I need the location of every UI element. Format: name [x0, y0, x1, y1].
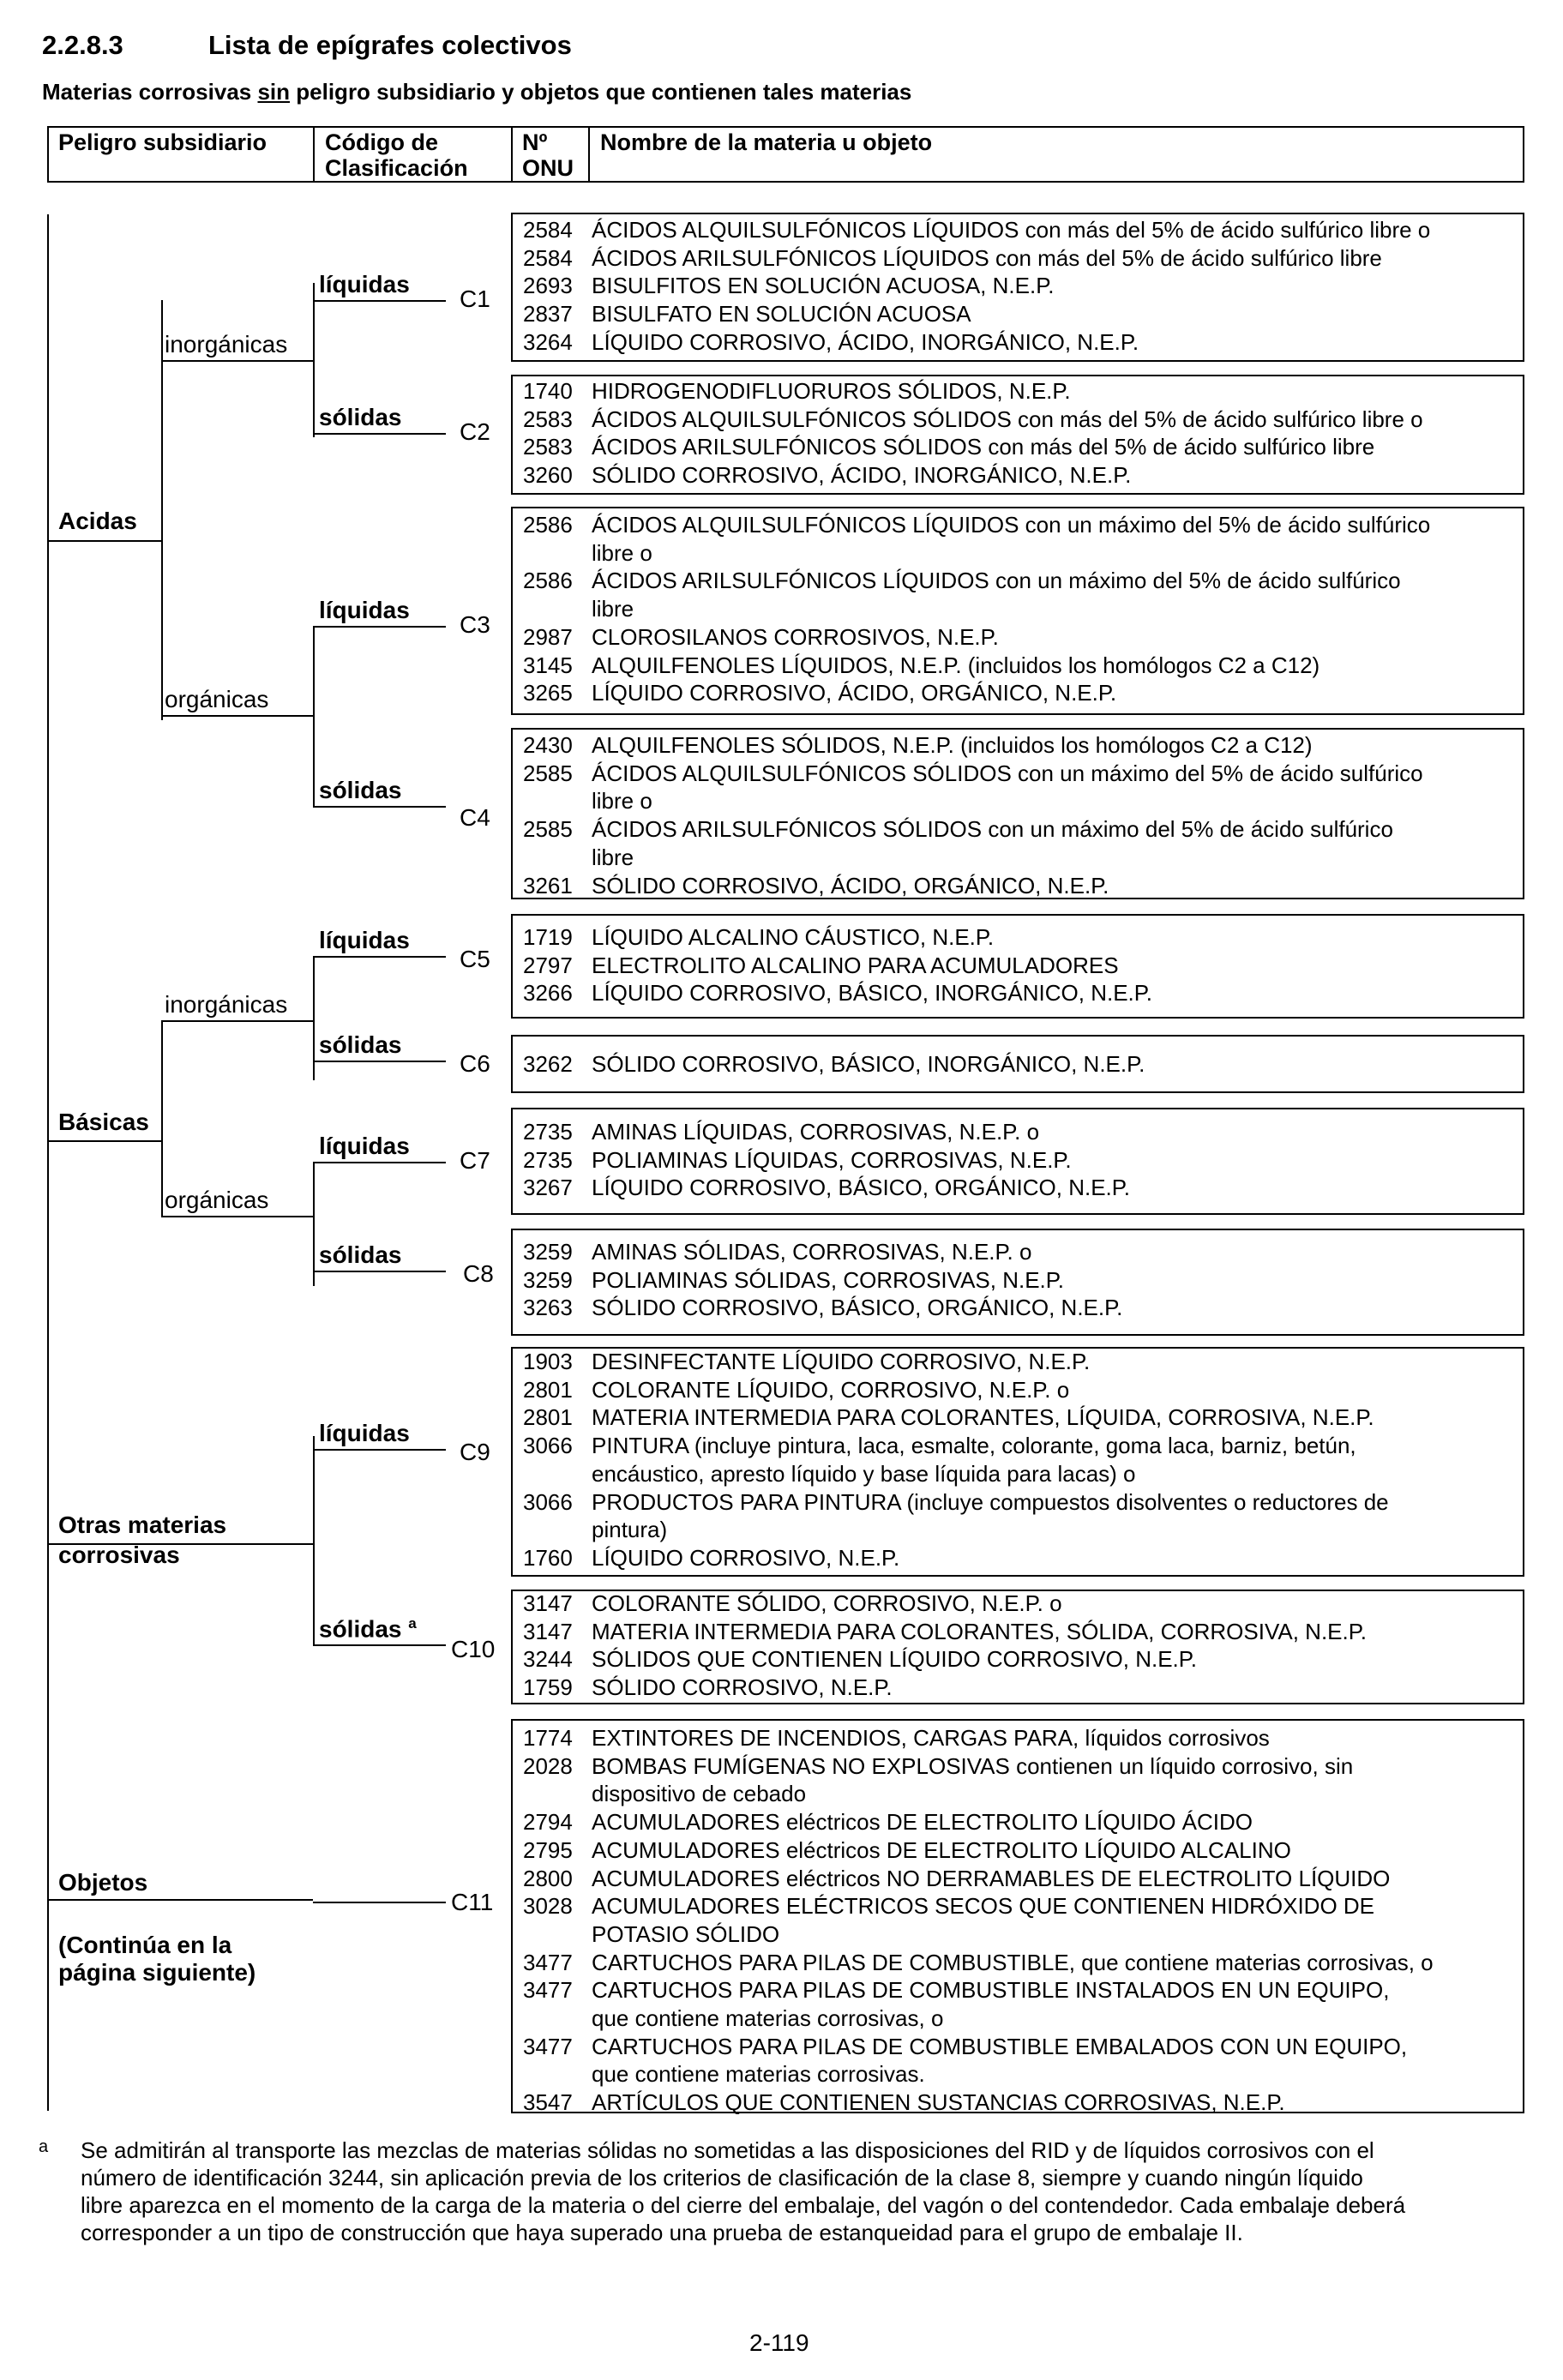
code-c10: C10: [451, 1636, 496, 1662]
un-number: 2837: [523, 301, 573, 328]
section-title: Lista de epígrafes colectivos: [208, 30, 572, 60]
label-basicas-inorganicas: inorgánicas: [165, 991, 288, 1018]
tree-h-basicas-org: [161, 1216, 313, 1217]
entry-name: CARTUCHOS PARA PILAS DE COMBUSTIBLE INSTALADOS EN UN EQUIPO,: [592, 1977, 1390, 2004]
un-number: 1760: [523, 1544, 573, 1571]
un-number: 3262: [523, 1051, 573, 1077]
label-basicas-organicas: orgánicas: [165, 1187, 269, 1213]
entry-name: ACUMULADORES eléctricos DE ELECTROLITO LÍQUIDO ÁCIDO: [592, 1809, 1253, 1836]
label-acidas-inorganicas: inorgánicas: [165, 331, 288, 358]
un-number: 2794: [523, 1809, 573, 1836]
label-c7-liquidas: líquidas: [319, 1133, 410, 1159]
entry-name: ACUMULADORES ELÉCTRICOS SECOS QUE CONTIENEN HIDRÓXIDO DE: [592, 1893, 1375, 1920]
entry-name: POLIAMINAS SÓLIDAS, CORROSIVAS, N.E.P.: [592, 1266, 1064, 1293]
label-c2-solidas: sólidas: [319, 404, 402, 430]
tree-h-objetos: [47, 1899, 313, 1901]
un-number: 3145: [523, 652, 573, 678]
label-acidas-organicas: orgánicas: [165, 686, 269, 712]
tree-h-c6: [313, 1061, 446, 1062]
entry-name: que contiene materias corrosivas.: [592, 2061, 925, 2088]
entry-name: ALQUILFENOLES LÍQUIDOS, N.E.P. (incluidos los homólogos C2 a C12): [592, 652, 1320, 678]
tree-h-c1: [313, 300, 446, 302]
label-c5-liquidas: líquidas: [319, 927, 410, 953]
un-number: 3147: [523, 1590, 573, 1616]
subtitle-post: peligro subsidiario y objetos que contienen tales materias: [290, 79, 912, 105]
entry-name: BISULFITOS EN SOLUCIÓN ACUOSA, N.E.P.: [592, 273, 1055, 299]
entry-name: BISULFATO EN SOLUCIÓN ACUOSA: [592, 301, 971, 328]
header-divider-2: [511, 126, 513, 183]
tree-v-c1c2: [313, 283, 315, 437]
entry-name: DESINFECTANTE LÍQUIDO CORROSIVO, N.E.P.: [592, 1349, 1091, 1374]
un-number: 3477: [523, 2033, 573, 2059]
entry-name: libre o: [592, 539, 652, 566]
label-objetos: Objetos: [58, 1869, 148, 1896]
header-nombre: Nombre de la materia u objeto: [600, 129, 933, 155]
tree-h-acidas: [47, 540, 161, 542]
un-number: 2735: [523, 1119, 573, 1145]
entry-name: MATERIA INTERMEDIA PARA COLORANTES, SÓLIDA, CORROSIVA, N.E.P.: [592, 1618, 1367, 1644]
un-number: 2430: [523, 732, 573, 758]
tree-h-c7: [313, 1162, 446, 1163]
un-number: 1903: [523, 1349, 573, 1374]
un-number: 3263: [523, 1295, 573, 1321]
tree-v-acidas: [161, 300, 163, 720]
label-basicas: Básicas: [58, 1109, 149, 1135]
un-number: 3259: [523, 1239, 573, 1265]
entry-name: encáustico, apresto líquido y base líquida para lacas) o: [592, 1460, 1136, 1487]
un-number: 1759: [523, 1674, 573, 1701]
label-c6-solidas: sólidas: [319, 1031, 402, 1058]
entry-name: dispositivo de cebado: [592, 1781, 807, 1807]
entry-name: ÁCIDOS ARILSULFÓNICOS SÓLIDOS con un máximo del 5% de ácido sulfúrico: [592, 816, 1393, 843]
entry-name: POTASIO SÓLIDO: [592, 1920, 780, 1947]
label-c4-solidas: sólidas: [319, 777, 402, 803]
un-number: 1774: [523, 1725, 573, 1751]
entry-name: CLOROSILANOS CORROSIVOS, N.E.P.: [592, 623, 999, 650]
label-c10-solidas: [319, 1615, 417, 1643]
un-number: 3266: [523, 980, 573, 1007]
label-c9-liquidas: líquidas: [319, 1420, 410, 1446]
footnote-line-1: Se admitirán al transporte las mezclas de materias sólidas no sometidas a las disposiciones del RID y de líquidos corrosivos con el: [81, 2137, 1374, 2163]
entry-name: ACUMULADORES eléctricos NO DERRAMABLES DE ELECTROLITO LÍQUIDO: [592, 1865, 1391, 1891]
entry-name: CARTUCHOS PARA PILAS DE COMBUSTIBLE EMBALADOS CON UN EQUIPO,: [592, 2033, 1408, 2059]
subtitle-underlined: sin: [257, 79, 291, 105]
tree-h-c2: [313, 433, 446, 435]
un-number: 3066: [523, 1488, 573, 1515]
code-c3: C3: [460, 611, 490, 638]
entry-name: ÁCIDOS ALQUILSULFÓNICOS LÍQUIDOS con más del 5% de ácido sulfúrico libre o: [592, 217, 1431, 243]
un-number: 2585: [523, 760, 573, 786]
page-number: 2-119: [749, 2329, 809, 2356]
tree-h-basicas: [47, 1140, 161, 1142]
entry-name: libre: [592, 596, 634, 622]
entry-name: MATERIA INTERMEDIA PARA COLORANTES, LÍQUIDA, CORROSIVA, N.E.P.: [592, 1404, 1374, 1431]
entry-name: pintura): [592, 1517, 668, 1543]
un-number: 3547: [523, 2089, 573, 2116]
code-c1: C1: [460, 285, 490, 312]
tree-h-basicas-inorg: [161, 1020, 313, 1022]
footnote-ref-a: a: [408, 1615, 417, 1632]
un-number: 2028: [523, 1752, 573, 1779]
tree-h-c8: [313, 1271, 446, 1272]
label-otras-2: corrosivas: [58, 1542, 180, 1568]
un-number: 2583: [523, 406, 573, 432]
tree-h-c10: [313, 1644, 446, 1646]
un-number: 1719: [523, 924, 573, 950]
code-c5: C5: [460, 946, 490, 972]
label-c3-liquidas: líquidas: [319, 597, 410, 623]
un-number: 3066: [523, 1433, 573, 1459]
label-c8-solidas: sólidas: [319, 1241, 402, 1268]
entry-name: ÁCIDOS ALQUILSULFÓNICOS SÓLIDOS con un máximo del 5% de ácido sulfúrico: [592, 760, 1423, 786]
un-number: 2586: [523, 568, 573, 594]
tree-v-basicas: [161, 1020, 163, 1217]
un-number: 3477: [523, 1977, 573, 2004]
entry-name: libre o: [592, 788, 652, 814]
tree-main-vertical: [47, 214, 49, 2111]
un-number: 3265: [523, 680, 573, 706]
label-c10-solidas-text: sólidas: [319, 1615, 402, 1643]
header-no-2: ONU: [522, 155, 574, 181]
un-number: 1740: [523, 378, 573, 404]
entry-name: ÁCIDOS ARILSULFÓNICOS SÓLIDOS con más del 5% de ácido sulfúrico libre: [592, 434, 1375, 460]
entry-name: ÁCIDOS ALQUILSULFÓNICOS LÍQUIDOS con un máximo del 5% de ácido sulfúrico: [592, 512, 1431, 538]
entry-name: LÍQUIDO CORROSIVO, ÁCIDO, ORGÁNICO, N.E.P.: [592, 680, 1117, 706]
un-number: 2987: [523, 623, 573, 650]
code-c7: C7: [460, 1147, 490, 1174]
label-continua-1: (Continúa en la: [58, 1932, 232, 1958]
un-number: 2584: [523, 244, 573, 271]
entry-name: LÍQUIDO CORROSIVO, ÁCIDO, INORGÁNICO, N.E.P.: [592, 328, 1139, 355]
tree-h-c9: [313, 1449, 446, 1451]
header-divider-3: [588, 126, 590, 183]
entry-name: SÓLIDO CORROSIVO, ÁCIDO, ORGÁNICO, N.E.P.: [592, 872, 1109, 899]
entry-name: que contiene materias corrosivas, o: [592, 2005, 944, 2031]
header-peligro: Peligro subsidiario: [58, 129, 268, 155]
un-number: 2795: [523, 1836, 573, 1863]
entry-name: SÓLIDO CORROSIVO, N.E.P.: [592, 1674, 893, 1701]
entry-name: SÓLIDO CORROSIVO, BÁSICO, INORGÁNICO, N.E.P.: [592, 1051, 1145, 1077]
un-number: 2585: [523, 816, 573, 843]
entry-name: LÍQUIDO CORROSIVO, BÁSICO, INORGÁNICO, N.E.P.: [592, 980, 1152, 1007]
un-number: 2797: [523, 952, 573, 978]
entry-name: EXTINTORES DE INCENDIOS, CARGAS PARA, líquidos corrosivos: [592, 1725, 1270, 1751]
header-no-1: Nº: [522, 129, 548, 155]
footnote-line-3: libre aparezca en el momento de la carga de la materia o del cierre del embalaje, del vagón o del contendedor. Cada embalaje deberá: [81, 2192, 1406, 2218]
header-codigo-2: Clasificación: [325, 155, 468, 181]
label-c1-liquidas: líquidas: [319, 271, 410, 298]
entry-name: SÓLIDO CORROSIVO, ÁCIDO, INORGÁNICO, N.E.P.: [592, 462, 1132, 489]
entry-name: LÍQUIDO CORROSIVO, BÁSICO, ORGÁNICO, N.E.P.: [592, 1175, 1130, 1201]
un-number: 2583: [523, 434, 573, 460]
entry-name: ELECTROLITO ALCALINO PARA ACUMULADORES: [592, 952, 1119, 978]
tree-h-c11: [313, 1902, 446, 1903]
un-number: 3261: [523, 872, 573, 899]
entry-name: ALQUILFENOLES SÓLIDOS, N.E.P. (incluidos los homólogos C2 a C12): [592, 732, 1313, 758]
entry-name: ÁCIDOS ARILSULFÓNICOS LÍQUIDOS con más del 5% de ácido sulfúrico libre: [592, 244, 1382, 271]
un-number: 3477: [523, 1949, 573, 1975]
entry-name: ACUMULADORES eléctricos DE ELECTROLITO LÍQUIDO ALCALINO: [592, 1836, 1291, 1863]
label-acidas: Acidas: [58, 508, 137, 534]
un-number: 3267: [523, 1175, 573, 1201]
subtitle-pre: Materias corrosivas: [42, 79, 258, 105]
un-number: 3147: [523, 1618, 573, 1644]
entry-name: ÁCIDOS ARILSULFÓNICOS LÍQUIDOS con un máximo del 5% de ácido sulfúrico: [592, 568, 1401, 594]
entry-name: POLIAMINAS LÍQUIDAS, CORROSIVAS, N.E.P.: [592, 1146, 1072, 1173]
un-number: 3244: [523, 1646, 573, 1673]
code-c6: C6: [460, 1050, 490, 1077]
un-number: 2584: [523, 217, 573, 243]
entry-name: PINTURA (incluye pintura, laca, esmalte, colorante, goma laca, barniz, betún,: [592, 1433, 1356, 1459]
code-c9: C9: [460, 1439, 490, 1465]
footnote-line-4: corresponder a un tipo de construcción que haya superado una prueba de estanqueidad para el grupo de embalaje II.: [81, 2220, 1243, 2245]
entry-name: HIDROGENODIFLUORUROS SÓLIDOS, N.E.P.: [592, 378, 1071, 404]
tree-h-c3: [313, 626, 446, 628]
entry-name: PRODUCTOS PARA PINTURA (incluye compuestos disolventes o reductores de: [592, 1488, 1389, 1515]
un-number: 2735: [523, 1146, 573, 1173]
entry-name: BOMBAS FUMÍGENAS NO EXPLOSIVAS contienen un líquido corrosivo, sin: [592, 1752, 1354, 1779]
un-number: 3028: [523, 1893, 573, 1920]
entry-name: SÓLIDOS QUE CONTIENEN LÍQUIDO CORROSIVO, N.E.P.: [592, 1646, 1197, 1673]
code-c2: C2: [460, 418, 490, 445]
label-continua-2: página siguiente): [58, 1959, 256, 1986]
tree-h-acidas-org: [161, 715, 313, 717]
section-number: 2.2.8.3: [42, 30, 123, 60]
entry-name: AMINAS SÓLIDAS, CORROSIVAS, N.E.P. o: [592, 1239, 1032, 1265]
header-codigo-1: Código de: [325, 129, 438, 155]
tree-h-acidas-inorg: [161, 360, 313, 362]
footnote-line-2: número de identificación 3244, sin aplicación previa de los criterios de clasificación de la clase 8, siempre y cuando ningún líquido: [81, 2165, 1363, 2191]
un-number: 3264: [523, 328, 573, 355]
entry-name: libre: [592, 844, 634, 870]
code-c11: C11: [451, 1889, 494, 1915]
un-number: 2800: [523, 1865, 573, 1891]
entry-name: ÁCIDOS ALQUILSULFÓNICOS SÓLIDOS con más del 5% de ácido sulfúrico libre o: [592, 406, 1423, 432]
tree-h-c5: [313, 956, 446, 958]
entry-name: LÍQUIDO ALCALINO CÁUSTICO, N.E.P.: [592, 924, 995, 950]
entry-name: ARTÍCULOS QUE CONTIENEN SUSTANCIAS CORROSIVAS, N.E.P.: [592, 2089, 1285, 2116]
entry-name: AMINAS LÍQUIDAS, CORROSIVAS, N.E.P. o: [592, 1119, 1040, 1145]
tree-v-c3c4: [313, 626, 315, 806]
un-number: 2801: [523, 1404, 573, 1431]
un-number: 3260: [523, 462, 573, 489]
tree-v-c9c10: [313, 1436, 315, 1646]
label-otras-1: Otras materias: [58, 1512, 227, 1538]
entry-name: SÓLIDO CORROSIVO, BÁSICO, ORGÁNICO, N.E.P.: [592, 1295, 1123, 1321]
un-number: 3259: [523, 1266, 573, 1293]
entry-name: LÍQUIDO CORROSIVO, N.E.P.: [592, 1544, 900, 1571]
header-divider-1: [313, 126, 315, 183]
code-c4: C4: [460, 804, 490, 831]
un-number: 2586: [523, 512, 573, 538]
un-number: 2801: [523, 1376, 573, 1403]
tree-h-c4: [313, 806, 446, 808]
entry-name: COLORANTE LÍQUIDO, CORROSIVO, N.E.P. o: [592, 1376, 1070, 1403]
entry-name: CARTUCHOS PARA PILAS DE COMBUSTIBLE, que contiene materias corrosivas, o: [592, 1949, 1434, 1975]
footnote-mark: a: [39, 2137, 49, 2156]
section-subtitle: [42, 79, 911, 105]
code-c8: C8: [463, 1260, 494, 1287]
entry-name: COLORANTE SÓLIDO, CORROSIVO, N.E.P. o: [592, 1590, 1062, 1616]
tree-v-c7c8: [313, 1162, 315, 1286]
un-number: 2693: [523, 273, 573, 299]
